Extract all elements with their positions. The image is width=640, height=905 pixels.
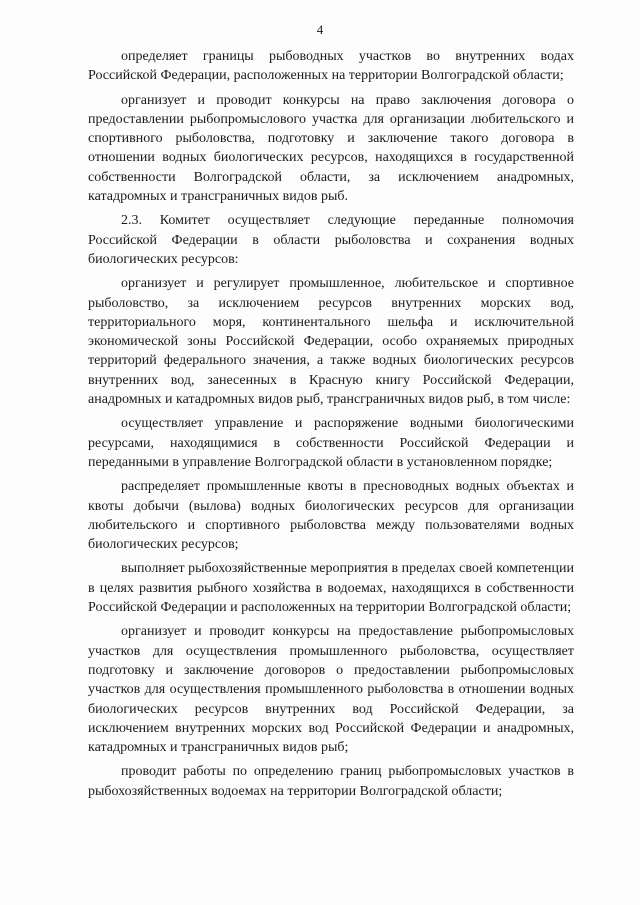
paragraph: организует и регулирует промышленное, любительское и спортивное рыболовство, за исключением ресурсов внутренних морских вод, территориального моря, континентального шельфа и исключительной экономической зоны Российской Федерации, особо охраняемых природных территорий федерального значения, а также водных биологических ресурсов внутренних вод, занесенных в Красную книгу Российской Федерации, анадромных и катадромных видов рыб, трансграничных видов рыб, в том числе: (88, 276, 574, 408)
paragraph: осуществляет управление и распоряжение водными биологическими ресурсами, находящимися в собственности Российской Федерации и переданными в управление Волгоградской области в установленном порядке; (88, 416, 574, 470)
section-heading-paragraph: 2.3. Комитет осуществляет следующие переданные полномочия Российской Федерации в области рыболовства и сохранения водных биологических ресурсов: (88, 213, 574, 267)
paragraph: проводит работы по определению границ рыбопромысловых участков в рыбохозяйственных водоемах на территории Волгоградской области; (88, 764, 574, 799)
paragraph: организует и проводит конкурсы на предоставление рыбопромысловых участков для осуществления промышленного рыболовства, осуществляет подготовку и заключение договоров о предоставлении рыбопромысловых участков для осуществления промышленного рыболовства в отношении водных биологических ресурсов внутренних вод Российской Федерации, за исключением внутренних морских вод Российской Федерации и анадромных, катадромных и трансграничных видов рыб; (88, 624, 574, 756)
paragraph: организует и проводит конкурсы на право заключения договора о предоставлении рыбопромыслового участка для организации любительского и спортивного рыболовства, подготовку и заключение такого договора в отношении водных биологических ресурсов, находящихся в государственной собственности Волгоградской области, за исключением анадромных, катадромных и трансграничных видов рыб. (88, 92, 574, 205)
paragraph: распределяет промышленные квоты в пресноводных водных объектах и квоты добычи (вылова) водных биологических ресурсов для организации любительского и спортивного рыболовства между пользователями водных биологических ресурсов; (88, 479, 574, 553)
page-number: 4 (316, 22, 324, 37)
paragraph: определяет границы рыбоводных участков во внутренних водах Российской Федерации, расположенных на территории Волгоградской области; (88, 49, 574, 84)
document-body (88, 47, 574, 806)
paragraph: выполняет рыбохозяйственные мероприятия в пределах своей компетенции в целях развития рыбного хозяйства в водоемах, находящихся в собственности Российской Федерации и расположенных на территории Волгоградской области; (88, 561, 574, 616)
